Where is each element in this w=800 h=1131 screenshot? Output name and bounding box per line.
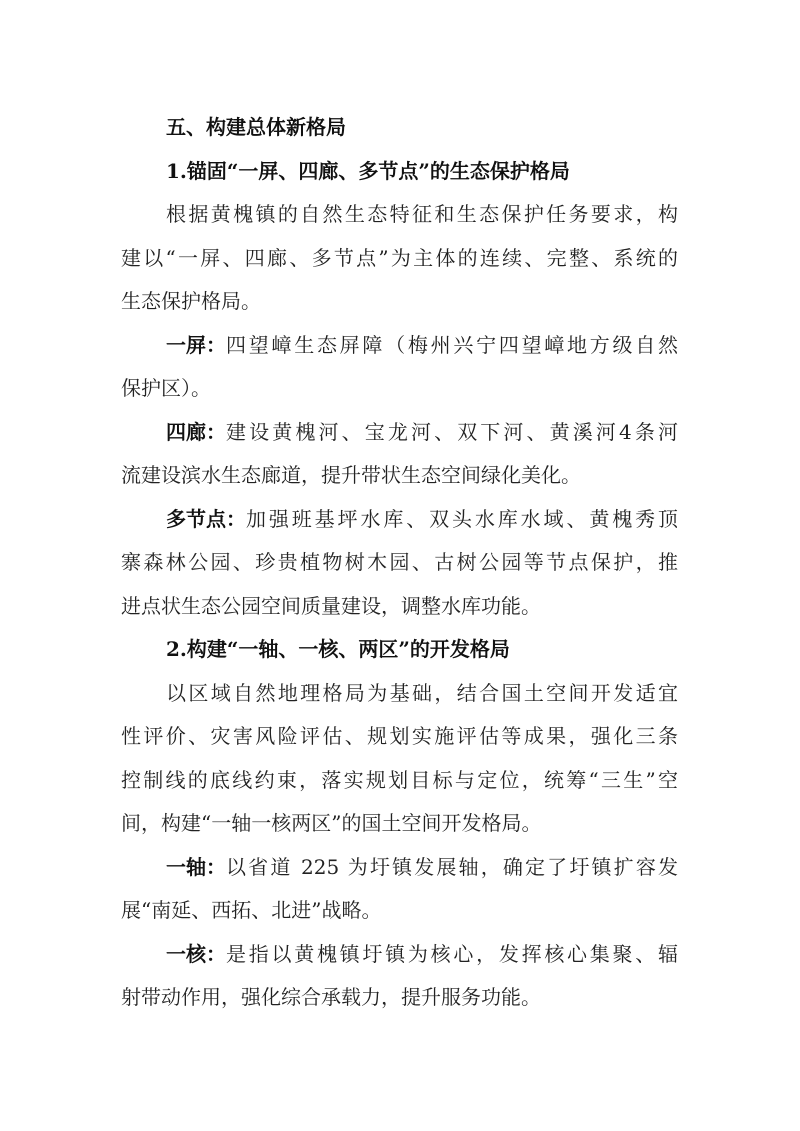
line-text: 间，构建“一轴一核两区”的国土空间开发格局。 <box>121 811 542 835</box>
paragraph <box>121 498 678 629</box>
section-heading <box>121 150 678 194</box>
lead-term: 一屏： <box>166 332 226 357</box>
line-text: 保护区）。 <box>121 376 211 400</box>
line-text: 流建设滨水生态廊道，提升带状生态空间绿化美化。 <box>121 463 581 487</box>
text-line <box>121 802 678 846</box>
lead-term: 多节点： <box>166 506 246 531</box>
text-line <box>121 585 678 629</box>
paragraph <box>121 846 678 933</box>
line-text: 射带动作用，强化综合承载力，提升服务功能。 <box>121 985 541 1009</box>
text-line <box>121 193 678 237</box>
line-text: 建设黄槐河、宝龙河、双下河、黄溪河4条河 <box>226 419 678 444</box>
text-line <box>121 411 678 455</box>
line-text: 根据黄槐镇的自然生态特征和生态保护任务要求，构 <box>166 202 678 226</box>
line-text: 建以“一屏、四廊、多节点”为主体的连续、完整、系统的 <box>121 245 678 270</box>
section-heading <box>121 106 678 150</box>
text-line <box>121 672 678 716</box>
text-line <box>121 889 678 933</box>
line-text: 以区域自然地理格局为基础，结合国土空间开发适宜 <box>166 680 678 705</box>
paragraph <box>121 193 678 324</box>
lead-term: 一轴： <box>166 854 226 879</box>
line-text: 五、构建总体新格局 <box>166 115 346 139</box>
paragraph <box>121 933 678 1020</box>
line-text: 控制线的底线约束，落实规划目标与定位，统筹“三生”空 <box>121 767 678 792</box>
paragraph <box>121 411 678 498</box>
text-line <box>121 541 678 585</box>
line-text: 四望嶂生态屏障（梅州兴宁四望嶂地方级自然 <box>226 332 678 357</box>
line-text: 2.构建“一轴、一核、两区”的开发格局 <box>166 637 510 661</box>
line-text: 以省道 225 为圩镇发展轴，确定了圩镇扩容发 <box>226 854 678 879</box>
line-text: 1.锚固“一屏、四廊、多节点”的生态保护格局 <box>166 158 570 183</box>
text-line <box>121 628 678 672</box>
line-text: 是指以黄槐镇圩镇为核心，发挥核心集聚、辐 <box>226 941 678 966</box>
line-text: 性评价、灾害风险评估、规划实施评估等成果，强化三条 <box>121 724 678 748</box>
text-line <box>121 237 678 281</box>
text-line <box>121 933 678 977</box>
paragraph <box>121 324 678 411</box>
text-line <box>121 280 678 324</box>
section-heading <box>121 628 678 672</box>
text-line <box>121 454 678 498</box>
text-line <box>121 976 678 1020</box>
text-line <box>121 324 678 368</box>
line-text: 展“南延、西拓、北进”战略。 <box>121 898 382 922</box>
text-line <box>121 367 678 411</box>
document-page <box>121 106 678 1020</box>
line-text: 寨森林公园、珍贵植物树木园、古树公园等节点保护，推 <box>121 550 678 574</box>
lead-term: 一核： <box>166 941 226 966</box>
text-line <box>121 846 678 890</box>
text-line <box>121 759 678 803</box>
text-line <box>121 106 678 150</box>
text-line <box>121 498 678 542</box>
paragraph <box>121 672 678 846</box>
line-text: 加强班基坪水库、双头水库水域、黄槐秀顶 <box>246 506 678 531</box>
text-line <box>121 715 678 759</box>
lead-term: 四廊： <box>166 419 226 444</box>
line-text: 生态保护格局。 <box>121 289 261 313</box>
text-line <box>121 150 678 194</box>
line-text: 进点状生态公园空间质量建设，调整水库功能。 <box>121 593 541 618</box>
